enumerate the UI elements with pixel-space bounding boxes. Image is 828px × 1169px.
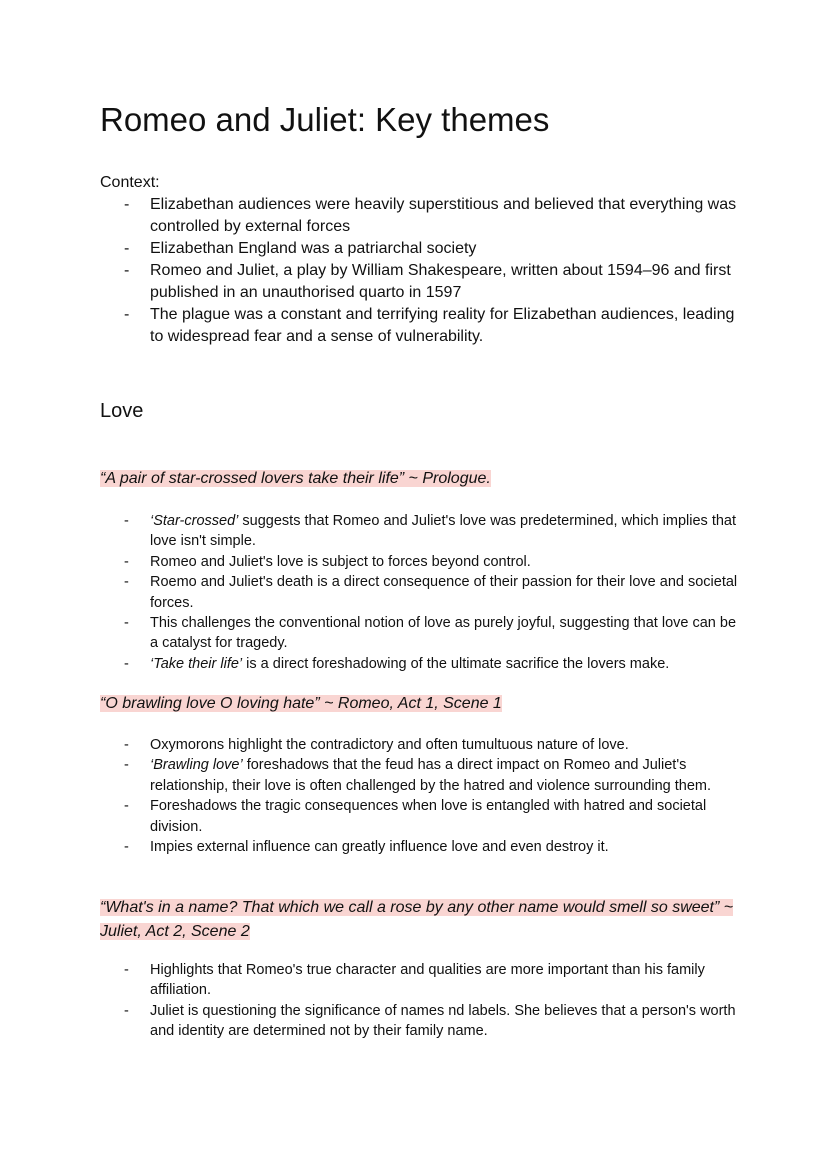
quote-text: “A pair of star-crossed lovers take their life” ~ Prologue. (100, 470, 491, 487)
list-item: - Juliet is questioning the significance of names nd labels. She believes that a person's worth and identity are determined not by their family name. (124, 1002, 736, 1040)
list-item: - Elizabethan audiences were heavily superstitious and believed that everything was controlled by external forces (124, 196, 737, 235)
list-item: - Elizabethan England was a patriarchal society (124, 240, 477, 257)
point-text: Impies external influence can greatly influence love and even destroy it. (150, 839, 609, 856)
quote-reference: ‘Brawling love’ (150, 757, 243, 774)
point-text: suggests that Romeo and Juliet's love was predetermined, which implies that love isn't simple. (150, 513, 737, 550)
quote-text: “What's in a name? That which we call a rose by any other name would smell so sweet” ~ Juliet, Act 2, Scene 2 (100, 899, 734, 940)
analysis-list (100, 960, 740, 1042)
list-item: - Highlights that Romeo's true character and qualities are more important than his family affiliation. (124, 962, 705, 999)
list-item: - Oxymorons highlight the contradictory and often tumultuous nature of love. (124, 737, 629, 753)
quote-brawling-love (100, 692, 740, 716)
point-text: foreshadows that the feud has a direct impact on Romeo and Juliet's relationship, their love is often challenged by the hatred and violence surrounding them. (150, 757, 712, 794)
list-item: - The plague was a constant and terrifying reality for Elizabethan audiences, leading to widespread fear and a sense of vulnerability. (124, 306, 735, 345)
section-heading-love: Love (100, 400, 144, 422)
list-item: - Roemo and Juliet's death is a direct consequence of their passion for their love and societal forces. (124, 574, 738, 611)
quote-whats-in-a-name (100, 896, 740, 944)
context-list (100, 194, 740, 348)
quote-prologue (100, 467, 740, 491)
context-label: Context: (100, 174, 160, 191)
context-item-text: Elizabethan England was a patriarchal society (150, 240, 477, 257)
point-text: Juliet is questioning the significance of names nd labels. She believes that a person's worth and identity are determined not by their family name. (150, 1002, 736, 1040)
point-text: is a direct foreshadowing of the ultimate sacrifice the lovers make. (242, 655, 670, 672)
list-item: - ‘Take their life’ is a direct foreshadowing of the ultimate sacrifice the lovers make. (124, 655, 670, 672)
context-item-text: Romeo and Juliet, a play by William Shakespeare, written about 1594–96 and first published in an unauthorised quarto in 1597 (150, 262, 731, 301)
list-item: - ‘Brawling love’ foreshadows that the feud has a direct impact on Romeo and Juliet's relationship, their love is often challenged by the hatred and violence surrounding them. (124, 757, 712, 794)
list-item: - ‘Star-crossed’ suggests that Romeo and Juliet's love was predetermined, which implies that love isn't simple. (124, 513, 737, 550)
list-item: - Romeo and Juliet, a play by William Shakespeare, written about 1594–96 and first published in an unauthorised quarto in 1597 (124, 262, 731, 301)
context-item-text: Elizabethan audiences were heavily superstitious and believed that everything was controlled by external forces (150, 196, 737, 235)
quote-text: “O brawling love O loving hate” ~ Romeo, Act 1, Scene 1 (100, 695, 502, 712)
point-text: Foreshadows the tragic consequences when love is entangled with hatred and societal division. (150, 798, 707, 835)
quote-reference: ‘Star-crossed’ (150, 513, 239, 529)
point-text: Highlights that Romeo's true character and qualities are more important than his family affiliation. (150, 962, 705, 999)
page-title: Romeo and Juliet: Key themes (100, 101, 550, 138)
analysis-list (100, 511, 740, 674)
point-text: This challenges the conventional notion of love as purely joyful, suggesting that love can be a catalyst for tragedy. (150, 615, 737, 652)
point-text: Romeo and Juliet's love is subject to forces beyond control. (150, 553, 531, 570)
list-item: - Romeo and Juliet's love is subject to forces beyond control. (124, 553, 531, 570)
point-text: Roemo and Juliet's death is a direct consequence of their passion for their love and societal forces. (150, 574, 738, 611)
context-item-text: The plague was a constant and terrifying reality for Elizabethan audiences, leading to widespread fear and a sense of vulnerability. (150, 306, 735, 345)
analysis-list (100, 735, 740, 857)
point-text: Oxymorons highlight the contradictory and often tumultuous nature of love. (150, 737, 629, 753)
list-item: - Impies external influence can greatly influence love and even destroy it. (124, 839, 609, 856)
list-item: - This challenges the conventional notion of love as purely joyful, suggesting that love can be a catalyst for tragedy. (124, 615, 737, 652)
quote-reference: ‘Take their life’ (150, 655, 243, 672)
list-item: - Foreshadows the tragic consequences when love is entangled with hatred and societal division. (124, 798, 707, 835)
